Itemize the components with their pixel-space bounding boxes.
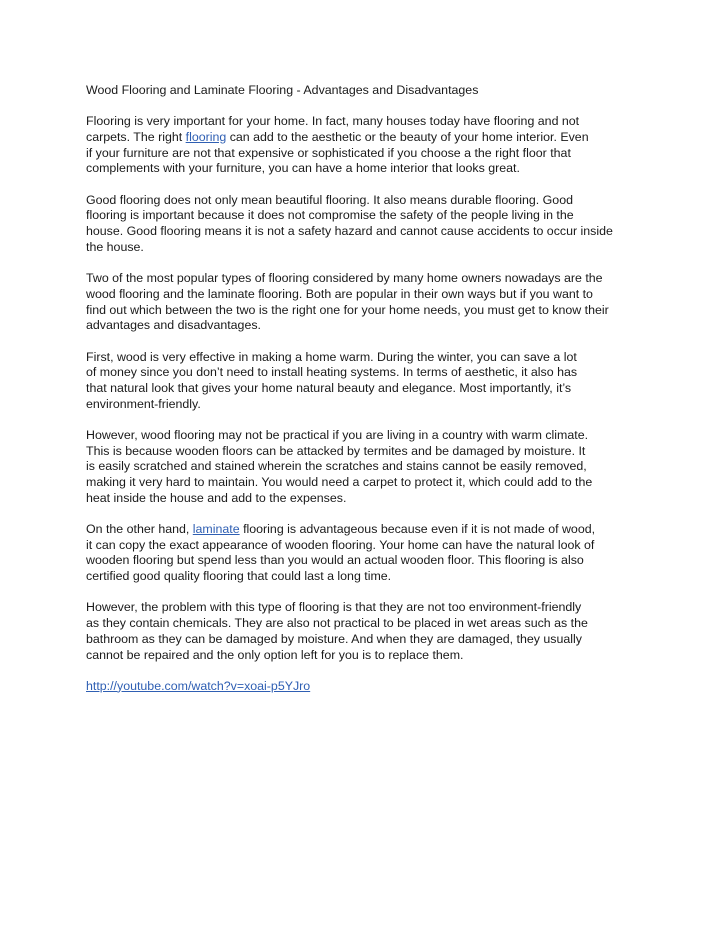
text-segment: carpets. The right xyxy=(86,130,186,144)
text-line: find out which between the two is the right one for your home needs, you must get to know their xyxy=(86,302,609,317)
text-line: cannot be repaired and the only option left for you is to replace them. xyxy=(86,647,464,662)
paragraph-laminate-advantages xyxy=(86,522,646,585)
text-line: it can copy the exact appearance of wooden flooring. Your home can have the natural look of xyxy=(86,537,595,552)
text-line: advantages and disadvantages. xyxy=(86,318,261,333)
document-title xyxy=(86,83,646,99)
text-line: environment-friendly. xyxy=(86,396,201,411)
text-line: heat inside the house and add to the expenses. xyxy=(86,490,347,505)
text-line: First, wood is very effective in making a home warm. During the winter, you can save a lot xyxy=(86,349,577,364)
paragraph-intro xyxy=(86,114,646,177)
video-link-block xyxy=(86,679,646,695)
paragraph-good-flooring xyxy=(86,193,646,256)
text-line: as they contain chemicals. They are also not practical to be placed in wet areas such as the xyxy=(86,616,588,631)
text-line: Two of the most popular types of flooring considered by many home owners nowadays are the xyxy=(86,271,603,286)
text-line: However, the problem with this type of flooring is that they are not too environment-friendly xyxy=(86,600,582,615)
document-page xyxy=(86,83,646,710)
text-line: This is because wooden floors can be attacked by termites and be damaged by moisture. It xyxy=(86,443,586,458)
text-segment: flooring is advantageous because even if it is not made of wood, xyxy=(239,522,596,537)
text-line: if your furniture are not that expensive or sophisticated if you choose a the right floor that xyxy=(86,145,571,160)
flooring-link[interactable]: flooring xyxy=(185,130,227,144)
text-line: making it very hard to maintain. You would need a carpet to protect it, which could add to the xyxy=(86,475,593,490)
text-line: the house. xyxy=(86,239,144,254)
paragraph-wood-advantages xyxy=(86,350,646,413)
text-line: certified good quality flooring that could last a long time. xyxy=(86,569,392,584)
paragraph-popular-types xyxy=(86,271,646,334)
paragraph-wood-disadvantages xyxy=(86,428,646,507)
text-line: that natural look that gives your home natural beauty and elegance. Most importantly, it’s xyxy=(86,380,572,395)
text-line: wooden flooring but spend less than you would an actual wooden floor. This flooring is also xyxy=(86,553,584,568)
laminate-link[interactable]: laminate xyxy=(192,522,240,537)
text-line xyxy=(86,522,646,538)
title-text: Wood Flooring and Laminate Flooring - Advantages and Disadvantages xyxy=(86,83,479,97)
text-line: is easily scratched and stained wherein the scratches and stains cannot be easily removed, xyxy=(86,459,587,474)
text-line: house. Good flooring means it is not a safety hazard and cannot cause accidents to occur inside xyxy=(86,224,613,239)
paragraph-laminate-disadvantages xyxy=(86,600,646,663)
text-line: of money since you don’t need to install heating systems. In terms of aesthetic, it also has xyxy=(86,365,578,380)
text-line: wood flooring and the laminate flooring. Both are popular in their own ways but if you want to xyxy=(86,286,593,301)
youtube-link[interactable]: http://youtube.com/watch?v=xoai-p5YJro xyxy=(86,678,311,693)
text-line: bathroom as they can be damaged by moisture. And when they are damaged, they usually xyxy=(86,631,582,646)
text-line xyxy=(86,130,646,146)
text-segment: On the other hand, xyxy=(86,522,193,537)
text-line: Flooring is very important for your home. In fact, many houses today have flooring and not xyxy=(86,114,580,129)
text-line: However, wood flooring may not be practical if you are living in a country with warm climate. xyxy=(86,427,589,442)
text-line: flooring is important because it does not compromise the safety of the people living in the xyxy=(86,208,574,223)
text-line: complements with your furniture, you can have a home interior that looks great. xyxy=(86,161,520,176)
text-segment: can add to the aesthetic or the beauty of your home interior. Even xyxy=(226,130,589,144)
text-line: Good flooring does not only mean beautiful flooring. It also means durable flooring. Good xyxy=(86,192,573,207)
